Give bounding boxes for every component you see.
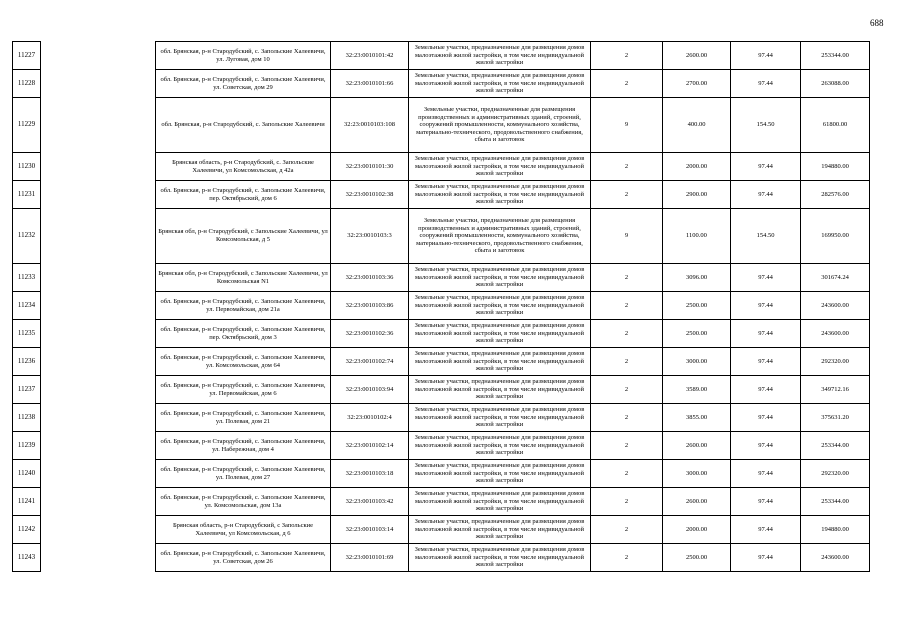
table-row [156,544,870,572]
land-use-cell: Земельные участки, предназначенные для размещения домов малоэтажной жилой застройки, в том числе индивидуальной жилой застройки [409,181,591,209]
address-cell: обл. Брянская, р-н Стародубский, с. Запольские Халеевичи, ул. Луговая, дом 10 [156,42,331,70]
area-cell: 2700.00 [663,70,731,98]
address-cell: обл. Брянская, р-н Стародубский, с. Запольские Халеевичи [156,98,331,153]
group-cell: 9 [591,98,663,153]
area-cell: 3096.00 [663,264,731,292]
table-row [156,153,870,181]
group-cell: 2 [591,432,663,460]
table-row [156,404,870,432]
cadastral-value-cell: 292320.00 [801,348,870,376]
row-number-cell: 11241 [13,488,41,516]
address-cell: обл. Брянская, р-н Стародубский, с. Запольские Халеевичи, пер. Октябрьский, дом 6 [156,181,331,209]
group-cell: 2 [591,460,663,488]
area-cell: 2500.00 [663,320,731,348]
group-cell: 2 [591,181,663,209]
row-number-row [13,460,41,488]
rate-cell: 97.44 [731,348,801,376]
table-row [156,98,870,153]
land-use-cell: Земельные участки, предназначенные для размещения домов малоэтажной жилой застройки, в том числе индивидуальной жилой застройки [409,376,591,404]
address-cell: обл. Брянская, р-н Стародубский, с. Запольские Халеевичи, ул. Полевая, дом 21 [156,404,331,432]
cadastral-number-cell: 32:23:0010103:36 [331,264,409,292]
land-parcel-body [156,42,870,572]
cadastral-value-cell: 301674.24 [801,264,870,292]
land-use-cell: Земельные участки, предназначенные для размещения домов малоэтажной жилой застройки, в том числе индивидуальной жилой застройки [409,404,591,432]
row-number-body [13,42,41,572]
table-row [156,181,870,209]
cadastral-number-cell: 32:23:0010103:18 [331,460,409,488]
row-number-cell: 11233 [13,264,41,292]
address-cell: Брянская область, р-н Стародубский, с. Запольские Халеевичи, ул Комсомольская, д 42а [156,153,331,181]
table-row [156,488,870,516]
row-number-row [13,376,41,404]
cadastral-number-cell: 32:23:0010103:108 [331,98,409,153]
area-cell: 3855.00 [663,404,731,432]
row-number-row [13,181,41,209]
area-cell: 2000.00 [663,153,731,181]
cadastral-value-cell: 194880.00 [801,516,870,544]
cadastral-number-cell: 32:23:0010101:69 [331,544,409,572]
cadastral-value-cell: 253344.00 [801,432,870,460]
group-cell: 9 [591,209,663,264]
rate-cell: 97.44 [731,181,801,209]
row-number-row [13,153,41,181]
row-number-row [13,209,41,264]
cadastral-number-cell: 32:23:0010101:42 [331,42,409,70]
group-cell: 2 [591,376,663,404]
table-row [156,432,870,460]
rate-cell: 97.44 [731,292,801,320]
group-cell: 2 [591,404,663,432]
rate-cell: 97.44 [731,460,801,488]
area-cell: 3000.00 [663,460,731,488]
area-cell: 400.00 [663,98,731,153]
land-use-cell: Земельные участки, предназначенные для размещения домов малоэтажной жилой застройки, в том числе индивидуальной жилой застройки [409,70,591,98]
row-number-table [12,41,41,572]
row-number-row [13,98,41,153]
row-number-cell: 11232 [13,209,41,264]
rate-cell: 97.44 [731,70,801,98]
row-number-row [13,488,41,516]
row-number-cell: 11234 [13,292,41,320]
row-number-cell: 11227 [13,42,41,70]
area-cell: 2600.00 [663,488,731,516]
table-row [156,42,870,70]
address-cell: обл. Брянская, р-н Стародубский, с. Запольские Халеевичи, ул. Советская, дом 26 [156,544,331,572]
cadastral-number-cell: 32:23:0010101:30 [331,153,409,181]
row-number-row [13,320,41,348]
land-parcel-table [155,41,870,572]
cadastral-value-cell: 349712.16 [801,376,870,404]
address-cell: обл. Брянская, р-н Стародубский, с. Запольские Халеевичи, ул. Первомайская, дом 21а [156,292,331,320]
cadastral-value-cell: 253344.00 [801,42,870,70]
address-cell: обл. Брянская, р-н Стародубский, с. Запольские Халеевичи, ул. Советская, дом 29 [156,70,331,98]
cadastral-number-cell: 32:23:0010103:94 [331,376,409,404]
row-number-cell: 11228 [13,70,41,98]
row-number-row [13,70,41,98]
row-number-row [13,516,41,544]
group-cell: 2 [591,292,663,320]
address-cell: Брянская обл, р-н Стародубский, с Запольские Халеевичи, ул Комсомольская N1 [156,264,331,292]
cadastral-number-cell: 32:23:0010102:4 [331,404,409,432]
rate-cell: 154.50 [731,98,801,153]
land-use-cell: Земельные участки, предназначенные для размещения производственных и административных зданий, строений, сооружений промышленности, коммунального хозяйства, материально-технического, продовольственного снабжения, сбыта и заготовок [409,98,591,153]
table-row [156,376,870,404]
group-cell: 2 [591,516,663,544]
area-cell: 3000.00 [663,348,731,376]
group-cell: 2 [591,70,663,98]
area-cell: 1100.00 [663,209,731,264]
area-cell: 2600.00 [663,432,731,460]
rate-cell: 97.44 [731,376,801,404]
area-cell: 3589.00 [663,376,731,404]
land-use-cell: Земельные участки, предназначенные для размещения домов малоэтажной жилой застройки, в том числе индивидуальной жилой застройки [409,320,591,348]
address-cell: обл. Брянская, р-н Стародубский, с. Запольские Халеевичи, ул. Полевая, дом 27 [156,460,331,488]
rate-cell: 97.44 [731,404,801,432]
table-row [156,460,870,488]
row-number-cell: 11238 [13,404,41,432]
rate-cell: 97.44 [731,153,801,181]
land-use-cell: Земельные участки, предназначенные для размещения производственных и административных зданий, строений, сооружений промышленности, коммунального хозяйства, материально-технического, продовольственного снабжения, сбыта и заготовок [409,209,591,264]
table-row [156,70,870,98]
group-cell: 2 [591,264,663,292]
rate-cell: 97.44 [731,264,801,292]
group-cell: 2 [591,544,663,572]
table-row [156,292,870,320]
cadastral-number-cell: 32:23:0010101:66 [331,70,409,98]
row-number-cell: 11239 [13,432,41,460]
cadastral-value-cell: 243600.00 [801,320,870,348]
land-use-cell: Земельные участки, предназначенные для размещения домов малоэтажной жилой застройки, в том числе индивидуальной жилой застройки [409,42,591,70]
cadastral-value-cell: 263088.00 [801,70,870,98]
land-use-cell: Земельные участки, предназначенные для размещения домов малоэтажной жилой застройки, в том числе индивидуальной жилой застройки [409,432,591,460]
land-use-cell: Земельные участки, предназначенные для размещения домов малоэтажной жилой застройки, в том числе индивидуальной жилой застройки [409,153,591,181]
address-cell: обл. Брянская, р-н Стародубский, с. Запольские Халеевичи, ул. Комсомольская, дом 13а [156,488,331,516]
row-number-cell: 11230 [13,153,41,181]
group-cell: 2 [591,348,663,376]
area-cell: 2500.00 [663,292,731,320]
row-number-cell: 11243 [13,544,41,572]
row-number-cell: 11235 [13,320,41,348]
table-row [156,264,870,292]
address-cell: Брянская обл, р-н Стародубский, с Запольские Халеевичи, ул Комсомольская, д 5 [156,209,331,264]
rate-cell: 154.50 [731,209,801,264]
rate-cell: 97.44 [731,42,801,70]
rate-cell: 97.44 [731,516,801,544]
table-row [156,209,870,264]
cadastral-value-cell: 194880.00 [801,153,870,181]
table-row [156,516,870,544]
cadastral-value-cell: 243600.00 [801,544,870,572]
cadastral-value-cell: 292320.00 [801,460,870,488]
row-number-cell: 11242 [13,516,41,544]
land-use-cell: Земельные участки, предназначенные для размещения домов малоэтажной жилой застройки, в том числе индивидуальной жилой застройки [409,264,591,292]
cadastral-number-cell: 32:23:0010102:36 [331,320,409,348]
row-number-row [13,292,41,320]
land-use-cell: Земельные участки, предназначенные для размещения домов малоэтажной жилой застройки, в том числе индивидуальной жилой застройки [409,460,591,488]
rate-cell: 97.44 [731,488,801,516]
group-cell: 2 [591,320,663,348]
group-cell: 2 [591,42,663,70]
rate-cell: 97.44 [731,320,801,348]
row-number-row [13,404,41,432]
address-cell: обл. Брянская, р-н Стародубский, с. Запольские Халеевичи, пер. Октябрьский, дом 3 [156,320,331,348]
cadastral-number-cell: 32:23:0010102:14 [331,432,409,460]
row-number-cell: 11240 [13,460,41,488]
row-number-row [13,348,41,376]
cadastral-number-cell: 32:23:0010102:74 [331,348,409,376]
cadastral-value-cell: 282576.00 [801,181,870,209]
cadastral-number-cell: 32:23:0010103:86 [331,292,409,320]
area-cell: 2600.00 [663,42,731,70]
group-cell: 2 [591,153,663,181]
table-row [156,348,870,376]
row-number-cell: 11236 [13,348,41,376]
land-use-cell: Земельные участки, предназначенные для размещения домов малоэтажной жилой застройки, в том числе индивидуальной жилой застройки [409,544,591,572]
row-number-cell: 11229 [13,98,41,153]
cadastral-number-cell: 32:23:0010103:3 [331,209,409,264]
cadastral-value-cell: 169950.00 [801,209,870,264]
cadastral-number-cell: 32:23:0010103:42 [331,488,409,516]
address-cell: Брянская область, р-н Стародубский, с Запольские Халеевичи, ул Комсомольская, д 6 [156,516,331,544]
row-number-cell: 11237 [13,376,41,404]
row-number-row [13,432,41,460]
address-cell: обл. Брянская, р-н Стародубский, с. Запольские Халеевичи, ул. Первомайская, дом 6 [156,376,331,404]
land-use-cell: Земельные участки, предназначенные для размещения домов малоэтажной жилой застройки, в том числе индивидуальной жилой застройки [409,292,591,320]
cadastral-value-cell: 243600.00 [801,292,870,320]
area-cell: 2900.00 [663,181,731,209]
area-cell: 2500.00 [663,544,731,572]
address-cell: обл. Брянская, р-н Стародубский, с. Запольские Халеевичи, ул. Набережная, дом 4 [156,432,331,460]
page-number: 688 [870,18,884,28]
area-cell: 2000.00 [663,516,731,544]
rate-cell: 97.44 [731,432,801,460]
land-use-cell: Земельные участки, предназначенные для размещения домов малоэтажной жилой застройки, в том числе индивидуальной жилой застройки [409,516,591,544]
group-cell: 2 [591,488,663,516]
address-cell: обл. Брянская, р-н Стародубский, с. Запольские Халеевичи, ул. Комсомольская, дом 64 [156,348,331,376]
row-number-row [13,42,41,70]
cadastral-value-cell: 253344.00 [801,488,870,516]
table-row [156,320,870,348]
cadastral-number-cell: 32:23:0010103:14 [331,516,409,544]
cadastral-value-cell: 375631.20 [801,404,870,432]
row-number-cell: 11231 [13,181,41,209]
row-number-row [13,264,41,292]
row-number-row [13,544,41,572]
land-use-cell: Земельные участки, предназначенные для размещения домов малоэтажной жилой застройки, в том числе индивидуальной жилой застройки [409,348,591,376]
cadastral-number-cell: 32:23:0010102:38 [331,181,409,209]
rate-cell: 97.44 [731,544,801,572]
land-use-cell: Земельные участки, предназначенные для размещения домов малоэтажной жилой застройки, в том числе индивидуальной жилой застройки [409,488,591,516]
cadastral-value-cell: 61800.00 [801,98,870,153]
